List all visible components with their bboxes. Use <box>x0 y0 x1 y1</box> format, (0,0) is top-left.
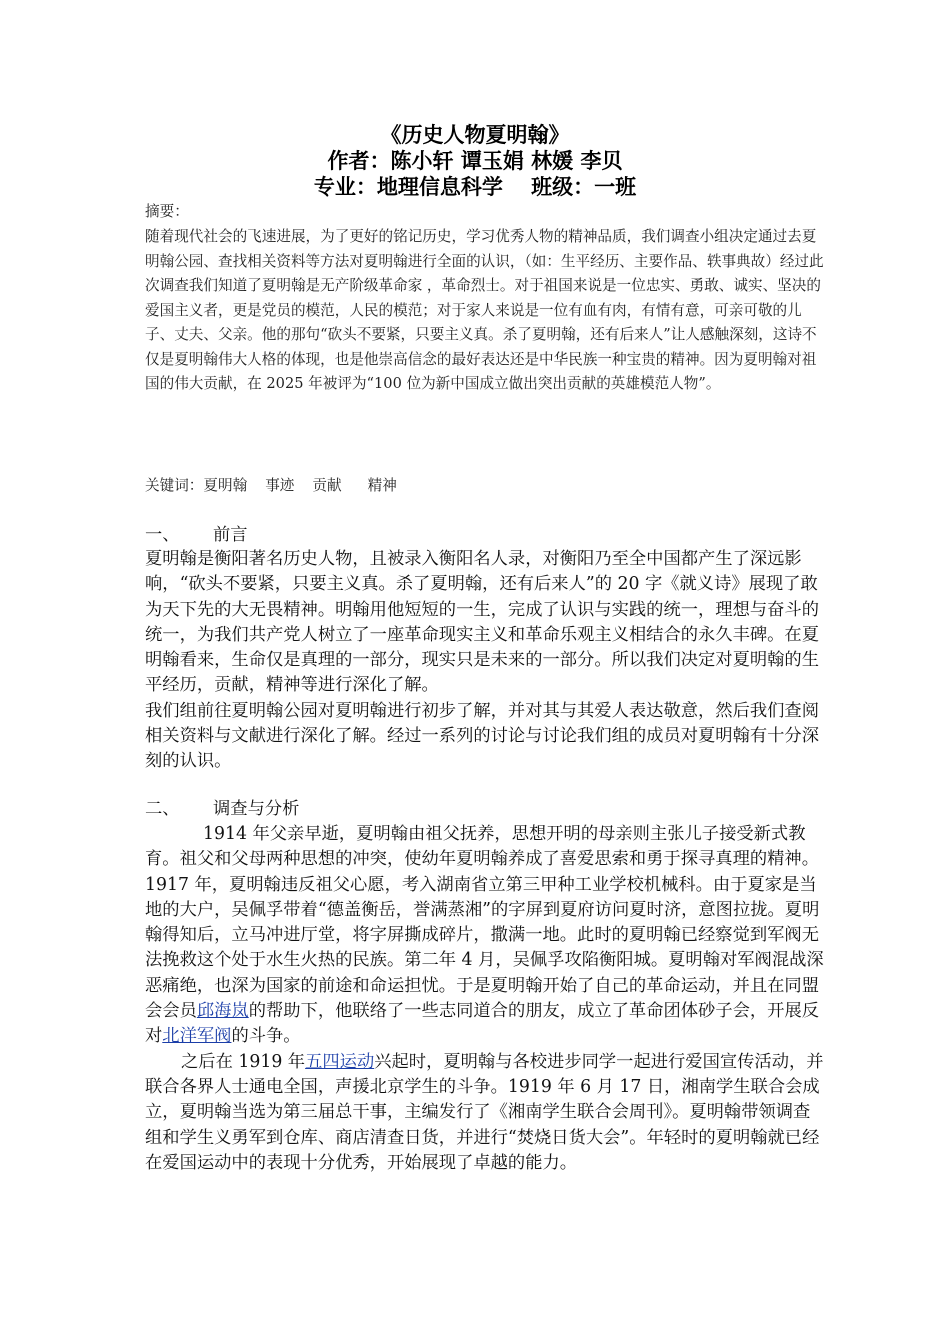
section-title: 调查与分析 <box>213 799 300 819</box>
keywords-line <box>145 474 825 499</box>
paragraph: 夏明翰是衡阳著名历史人物，且被录入衡阳名人录，对衡阳乃至全中国都产生了深远影响，“砍头不要紧，只要主义真。杀了夏明翰，还有后来人”的 20 字《就义诗》展现了敢为天下先的大无畏精神。明翰用他短短的一生，完成了认识与实践的统一，理想与奋斗的统一，为我们共产党人树立了一座革命现实主义和革命乐观主义相结合的永久丰碑。在夏明翰看来，生命仅是真理的一部分，现实只是未来的一部分。所以我们决定对夏明翰的生平经历，贡献，精神等进行深化了解。 <box>145 549 819 696</box>
major-class-line: 专业：地理信息科学 班级：一班 <box>313 175 637 199</box>
section-heading-investigation <box>145 797 299 822</box>
keywords-label: 关键词： <box>145 477 204 494</box>
keyword-item: 精神 <box>367 477 397 494</box>
authors-line: 作者：陈小轩 谭玉娟 林媛 李贝 <box>327 149 623 173</box>
abstract-text: 随着现代社会的飞速进展，为了更好的铭记历史，学习优秀人物的精神品质，我们调查小组决定通过去夏明翰公园、查找相关资料等方法对夏明翰进行全面的认识，（如：生平经历、主要作品、轶事典故）经过此次调查我们知道了夏明翰是无产阶级革命家 ，革命烈士。对于祖国来说是一位忠实、勇敢、诚实、坚决的爱国主义者，更是党员的模范，人民的模范；对于家人来说是一位有血有肉，有情有意，可亲可敬的儿子、丈夫、父亲。他的那句“砍头不要紧，只要主义真。杀了夏明翰，还有后来人”让人感触深刻，这诗不仅是夏明翰伟大人格的体现，也是他崇高信念的最好表达还是中华民族一种宝贵的精神。因为夏明翰对祖国的伟大贡献，在 2025 年被评为“100 位为新中国成立做出突出贡献的英雄模范人物”。 <box>145 228 824 392</box>
keyword-item: 贡献 <box>312 477 342 494</box>
keyword-item: 夏明翰 <box>203 477 248 494</box>
investigation-body <box>145 822 825 1176</box>
paragraph: 我们组前往夏明翰公园对夏明翰进行初步了解，并对其与其爱人表达敬意，然后我们查阅相关资料与文献进行深化了解。经过一系列的讨论与讨论我们组的成员对夏明翰有十分深刻的认识。 <box>145 700 819 772</box>
section-number: 一、 <box>145 525 180 545</box>
section-title: 前言 <box>213 525 248 545</box>
section-number: 二、 <box>145 799 180 819</box>
abstract-label: 摘要： <box>145 203 189 220</box>
keyword-item: 事迹 <box>265 477 295 494</box>
section-heading-preface <box>145 523 248 548</box>
document-title: 《历史人物夏明翰》 <box>380 123 570 147</box>
paragraph: 之后在 1919 年五四运动兴起时，夏明翰与各校进步同学一起进行爱国宣传活动，并联合各界人士通电全国，声援北京学生的斗争。1919 年 6 月 17 日，湘南学生联合会成立，夏明翰当选为第三届总干事，主编发行了《湘南学生联合会周刊》。夏明翰带领调查组和学生义勇军到仓库、商店清查日货，并进行“焚烧日货大会”。年轻时的夏明翰就已经在爱国运动中的表现十分优秀，开始展现了卓越的能力。 <box>145 1051 824 1173</box>
link-beiyang-warlords[interactable]: 北洋军阀 <box>162 1026 232 1047</box>
link-may-fourth-movement[interactable]: 五四运动 <box>305 1051 375 1072</box>
paragraph: 1914 年父亲早逝，夏明翰由祖父抚养，思想开明的母亲则主张儿子接受新式教育。祖父和父母两种思想的冲突，使幼年夏明翰养成了喜爱思索和勇于探寻真理的精神。1917 年，夏明翰违反祖父心愿，考入湖南省立第三甲种工业学校机械科。由于夏家是当地的大户，吴佩孚带着“德盖衡岳，誉满蒸湘”的字屏到夏府访问夏时济，意图拉拢。夏明翰得知后，立马冲进厅堂，将字屏撕成碎片，撒满一地。此时的夏明翰已经察觉到军阀无法挽救这个处于水生火热的民族。第二年 4 月，吴佩孚攻陷衡阳城。夏明翰对军阀混战深恶痛绝，也深为国家的前途和命运担忧。于是夏明翰开始了自己的革命运动，并且在同盟会会员邱海岚的帮助下，他联络了一些志同道合的朋友，成立了革命团体砂子会，开展反对北洋军阀的斗争。 <box>145 824 824 1047</box>
preface-body <box>145 547 825 775</box>
title-block <box>0 122 950 200</box>
link-qiu-hailan[interactable]: 邱海岚 <box>196 1001 249 1022</box>
